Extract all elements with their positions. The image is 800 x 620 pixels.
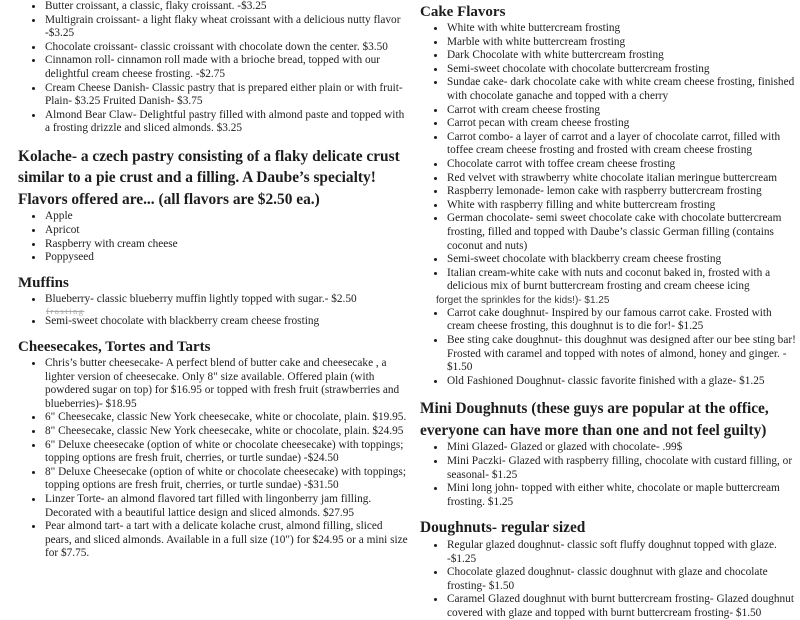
menu-item: • White with white buttercream frosting (446, 22, 798, 36)
kolache-heading: Kolache- a czech pastry consisting of a flaky delicate crust similar to a pie crust and a filling. A Daube’s specialty! (18, 147, 400, 187)
cheesecakes-heading: Cheesecakes, Tortes and Tarts (18, 339, 211, 355)
menu-item: • Mini Paczki- Glazed with raspberry filling, chocolate with custard filling, or seasonal- $1.25 (446, 455, 798, 482)
caramel-doughnut-clipped-text: covered with glaze and topped with burnt buttercream frosting- $1.50 (447, 606, 762, 619)
regular-doughnuts-list-continued (420, 593, 798, 620)
menu-item: • Sundae cake- dark chocolate cake with white cream cheese frosting, finished with chocolate ganache and topped with a cherry (446, 76, 798, 103)
menu-item: • 8" Deluxe Cheesecake (option of white or chocolate cheesecake) with toppings; topping options are fresh fruit, cherries, or turtle sundae) -$31.50 (44, 466, 410, 493)
menu-item: • 8" Cheesecake, classic New York cheesecake, white or chocolate, plain. $24.95 (44, 425, 410, 439)
mini-doughnuts-heading: Mini Doughnuts (these guys are popular at the office, everyone can have more than one and not feel guilty) (420, 400, 769, 439)
kolache-flavors-list (18, 210, 410, 264)
mini-doughnuts-list (420, 441, 798, 509)
menu-item: • Multigrain croissant- a light flaky wheat croissant with a delicious nutty flavor -$3.25 (44, 14, 410, 41)
menu-item: • German chocolate- semi sweet chocolate cake with chocolate buttercream frosting, filled and topped with Daube’s classic German filling (contains coconut and nuts) (446, 212, 798, 253)
menu-item: • Apple (44, 210, 410, 224)
muffins-heading: Muffins (18, 274, 69, 291)
menu-item: • Chocolate croissant- classic croissant with chocolate down the center. $3.50 (44, 41, 410, 55)
cake-flavors-list (420, 22, 798, 294)
faded-text-fragment: frosting (46, 306, 85, 317)
menu-item: • Chris’s butter cheesecake- A perfect blend of butter cake and cheesecake , a lighter version of cheesecake. Only 8" size available. Offered plain (with powdered sugar on top) for $16.95 or topped with fresh fruit (strawberries and blueberries)- $18.95 (44, 357, 410, 411)
menu-item: • Semi-sweet chocolate with chocolate buttercream frosting (446, 63, 798, 77)
menu-item: • Carrot pecan with cream cheese frosting (446, 117, 798, 131)
menu-item: • Italian cream-white cake with nuts and coconut baked in, frosted with a delicious mix of burnt buttercream frosting and cream cheese icing (446, 267, 798, 294)
pastries-list (18, 0, 410, 136)
menu-item: • 6" Cheesecake, classic New York cheesecake, white or chocolate, plain. $19.95. (44, 411, 410, 425)
menu-item: • Semi-sweet chocolate with blackberry cream cheese frosting (44, 315, 410, 329)
menu-item: • Almond Bear Claw- Delightful pastry filled with almond paste and topped with a frosting drizzle and sliced almonds. $3.25 (44, 109, 410, 136)
menu-item: • Butter croissant, a classic, flaky croissant. -$3.25 (44, 0, 410, 14)
menu-item: • Mini Glazed- Glazed or glazed with chocolate- .99$ (446, 441, 798, 455)
muffins-list (18, 293, 410, 307)
cake-flavors-heading: Cake Flavors (420, 4, 506, 20)
menu-left-column (18, 0, 410, 561)
menu-right-column (420, 0, 798, 620)
menu-item: • Linzer Torte- an almond flavored tart filled with lingonberry jam filling. Decorated with a beautiful lattice design and sliced almonds. $27.95 (44, 493, 410, 520)
menu-item: • Carrot combo- a layer of carrot and a layer of chocolate carrot, filled with toffee cream cheese frosting and frosted with cream cheese frosting (446, 131, 798, 158)
regular-doughnuts-heading: Doughnuts- regular sized (420, 519, 586, 537)
regular-doughnuts-list (420, 539, 798, 593)
kolache-flavors-subheading: Flavors offered are... (all flavors are $2.50 ea.) (18, 190, 320, 208)
menu-item: • Carrot with cream cheese frosting (446, 104, 798, 118)
menu-item: • Chocolate glazed doughnut- classic doughnut with glaze and chocolate frosting- $1.50 (446, 566, 798, 593)
specialty-doughnuts-list (420, 307, 798, 389)
menu-item: • Old Fashioned Doughnut- classic favorite finished with a glaze- $1.25 (446, 375, 798, 389)
menu-item: • Mini long john- topped with either white, chocolate or maple buttercream frosting. $1.25 (446, 482, 798, 509)
cheesecakes-list (18, 357, 410, 561)
menu-item: • Regular glazed doughnut- classic soft fluffy doughnut topped with glaze. -$1.25 (446, 539, 798, 566)
muffins-list-continued (18, 315, 410, 329)
menu-item: • Carrot cake doughnut- Inspired by our famous carrot cake. Frosted with cream cheese frosting, this doughnut is to die for!- $1.25 (446, 307, 798, 334)
menu-item: • Dark Chocolate with white buttercream frosting (446, 49, 798, 63)
menu-item: • Cinnamon roll- cinnamon roll made with a brioche bread, topped with our delightful cream cheese frosting. -$2.75 (44, 54, 410, 81)
menu-item: • Bee sting cake doughnut- this doughnut was designed after our bee sting bar! Frosted with caramel and topped with notes of almond, honey and ginger. - $1.50 (446, 334, 798, 375)
overlapping-text-fragment: forget the sprinkles for the kids!)- $1.25 (436, 294, 610, 306)
menu-item: • Blueberry- classic blueberry muffin lightly topped with sugar.- $2.50 (44, 293, 410, 307)
caramel-doughnut-text: Caramel Glazed doughnut with burnt buttercream frosting- Glazed doughnut (447, 593, 794, 606)
menu-item: • Apricot (44, 224, 410, 238)
menu-item: • Pear almond tart- a tart with a delicate kolache crust, almond filling, sliced pears, and sliced almonds. Available in a full size (10") for $24.95 or a mini size for $7.75. (44, 520, 410, 561)
menu-item: • Raspberry lemonade- lemon cake with raspberry buttercream frosting (446, 185, 798, 199)
menu-item: • Raspberry with cream cheese (44, 238, 410, 252)
menu-item: • Marble with white buttercream frosting (446, 36, 798, 50)
menu-item (446, 593, 798, 620)
menu-item: • Chocolate carrot with toffee cream cheese frosting (446, 158, 798, 172)
menu-item: • Red velvet with strawberry white chocolate italian meringue buttercream (446, 172, 798, 186)
menu-item: • White with raspberry filling and white buttercream frosting (446, 199, 798, 213)
menu-item: • Semi-sweet chocolate with blackberry cream cheese frosting (446, 253, 798, 267)
menu-item: • Cream Cheese Danish- Classic pastry that is prepared either plain or with fruit- Plain- $3.25 Fruited Danish- $3.75 (44, 82, 410, 109)
menu-item: • Poppyseed (44, 251, 410, 265)
menu-item: • 6" Deluxe cheesecake (option of white or chocolate cheesecake) with toppings; topping options are fresh fruit, cherries, or turtle sundae) -$24.50 (44, 439, 410, 466)
